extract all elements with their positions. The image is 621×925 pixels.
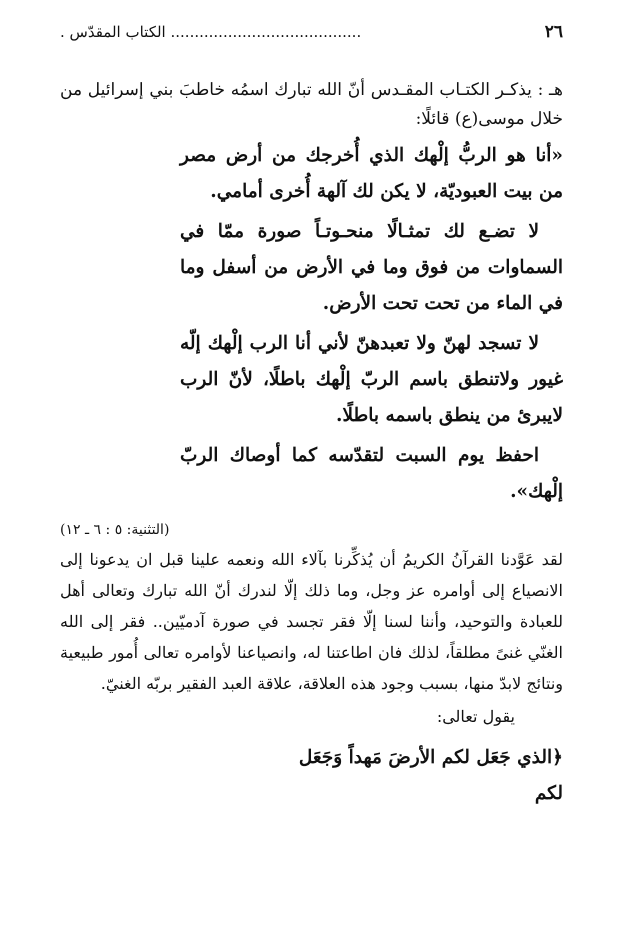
verse-lead-in: يقول تعالى:	[436, 707, 515, 726]
quote-paragraph: احفظ يوم السبت لتقدّسه كما أوصاك الربّ إلْهك».	[180, 445, 563, 502]
running-title: ........................................ الكتاب المقدّس .	[60, 23, 362, 41]
page-header	[60, 22, 563, 48]
quran-verse: ﴿الذي جَعَل لكم الأرضَ مَهداً وَجَعَل لكم	[298, 747, 563, 804]
quote-paragraph: «أنا هو الربُّ إلْهك الذي أُخرجك من أرض مصر من بيت العبوديّة، لا يكن لك آلهة أُخرى أمامي.	[180, 145, 563, 202]
page-number: ٢٦	[544, 22, 563, 42]
quote-paragraph: لا تضـع لك تمثـالًا منحـوتـاً صورة ممّا في السماوات من فوق وما في الأرض من أسفل وما في الماء من تحت تحت الأرض.	[180, 221, 563, 314]
scripture-reference: (التثنية: ٥ : ٦ ـ ١٢)	[60, 522, 170, 538]
scripture-quote	[60, 138, 563, 510]
intro-paragraph: هـ : يذكـر الكتـاب المقـدس أنّ الله تبارك اسمُه خاطبَ بني إسرائيل من خلال موسى(ع) قائلًا:	[60, 80, 563, 129]
book-page	[60, 22, 563, 925]
body-paragraph: لقد عَوَّدنا القرآنُ الكريمُ أن يُذكِّرنا بآلاء الله ونعمه علينا قبل ان يدعونا إلى الانصياع إلى أوامره عز وجل، وما ذلك إلّا لندرك أنّ الله تبارك وتعالى أهل للعبادة والتوحيد، وأننا لسنا إلّا فقر تجسد في صورة آدميّين.. فقر إلى الله الغنّي غنىً مطلقاً، لذلك فان اطاعتنا له، وانصياعنا لأوامره تعالى أُمور طبيعية ونتائج لابدّ منها، بسبب وجود هذه العلاقة، علاقة العبد الفقير بربّه الغنيّ.	[60, 550, 563, 693]
quote-paragraph: لا تسجد لهنّ ولا تعبدهنّ لأني أنا الرب إلْهك إلّه غيور ولاتنطق باسم الربّ إلْهك باطلًا، لأنّ الرب لايبرئ من ينطق باسمه باطلًا.	[180, 333, 563, 426]
